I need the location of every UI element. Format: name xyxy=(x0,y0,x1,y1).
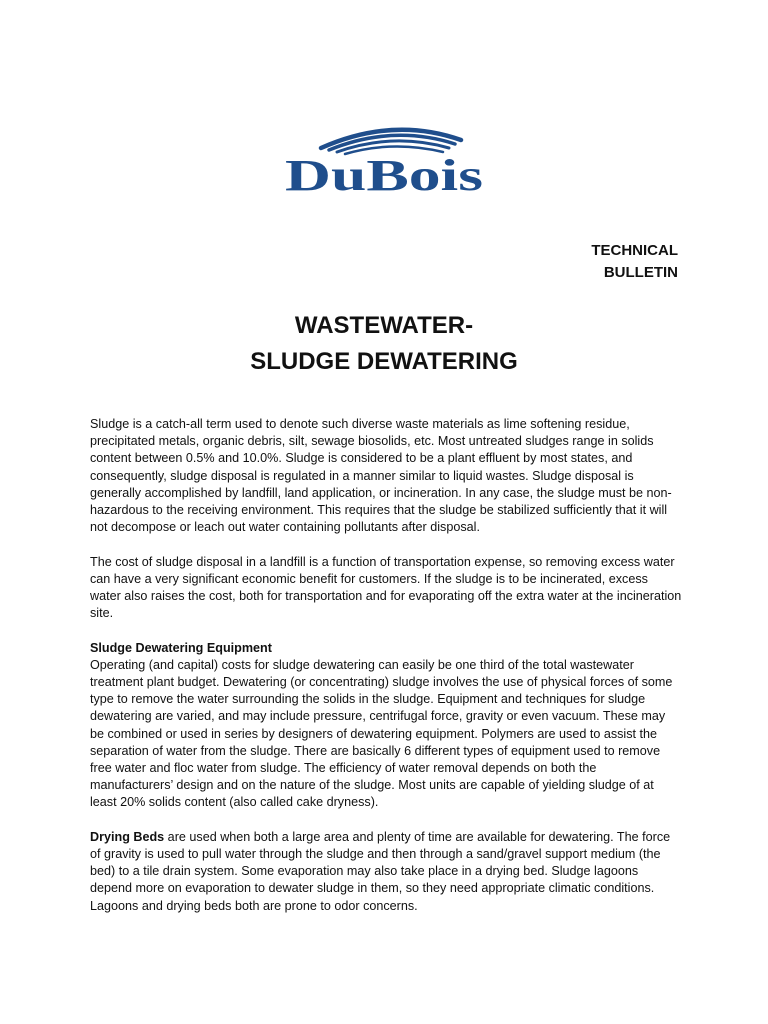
paragraph-equipment: Operating (and capital) costs for sludge dewatering can easily be one third of the total wastewater treatment plant budget. Dewatering (or concentrating) sludge involves the use of physical forces of some type to remove the water surrounding the solids in the sludge. Equipment and techniques for sludge dewatering are varied, and may include pressure, centrifugal force, gravity or even vacuum. These may be combined or used in series by designers of dewatering equipment. Polymers are used to assist the separation of water from the sludge. There are basically 6 different types of equipment used to remove free water and floc water from sludge. The efficiency of water removal depends on both the manufacturers’ design and on the nature of the sludge. Most units are capable of yielding sludge of at least 20% solids content (also called cake dryness). xyxy=(90,657,673,810)
title-line-2: SLUDGE DEWATERING xyxy=(250,348,518,375)
bulletin-line-1: TECHNICAL xyxy=(591,242,678,259)
section-heading-equipment: Sludge Dewatering Equipment xyxy=(90,640,272,655)
bulletin-line-2: BULLETIN xyxy=(603,264,678,281)
document-body xyxy=(90,416,682,932)
document-title xyxy=(0,308,768,380)
title-line-1: WASTEWATER- xyxy=(294,312,474,339)
drying-beds-text: are used when both a large area and plenty of time are available for dewatering. The force of gravity is used to pull water through the sludge and then through a sand/gravel support medium (the bed) to a tile drain system. Some evaporation may also take place in a drying bed. Sludge lagoons depend more on evaporation to dewater sludge in them, so they need appropriate climatic conditions. Lagoons and drying beds both are prone to odor concerns. xyxy=(90,829,671,913)
paragraph-drying-beds xyxy=(90,829,682,915)
paragraph-disposal-cost: The cost of sludge disposal in a landfill is a function of transportation expense, so removing excess water can have a very significant economic benefit for customers. If the sludge is to be incinerated, excess water also raises the cost, both for transportation and for evaporating off the extra water at the incineration site. xyxy=(90,554,682,621)
drying-beds-lead: Drying Beds xyxy=(90,829,165,844)
logo-wordmark: DuBois xyxy=(285,151,483,196)
paragraph-intro: Sludge is a catch-all term used to denote such diverse waste materials as lime softening residue, precipitated metals, organic debris, silt, sewage biosolids, etc. Most untreated sludges range in solids content between 0.5% and 10.0%. Sludge is considered to be a plant effluent by most states, and consequently, sludge disposal is regulated in a manner similar to liquid wastes. Sludge disposal is generally accomplished by landfill, land application, or incineration. In any case, the sludge must be non-hazardous to the receiving environment. This requires that the sludge be stabilized sufficiently that it will not decompose or leach out water containing pollutants after disposal. xyxy=(90,417,672,535)
dubois-logo xyxy=(283,118,487,196)
technical-bulletin-label xyxy=(591,240,678,284)
dubois-logo-graphic xyxy=(283,118,487,196)
